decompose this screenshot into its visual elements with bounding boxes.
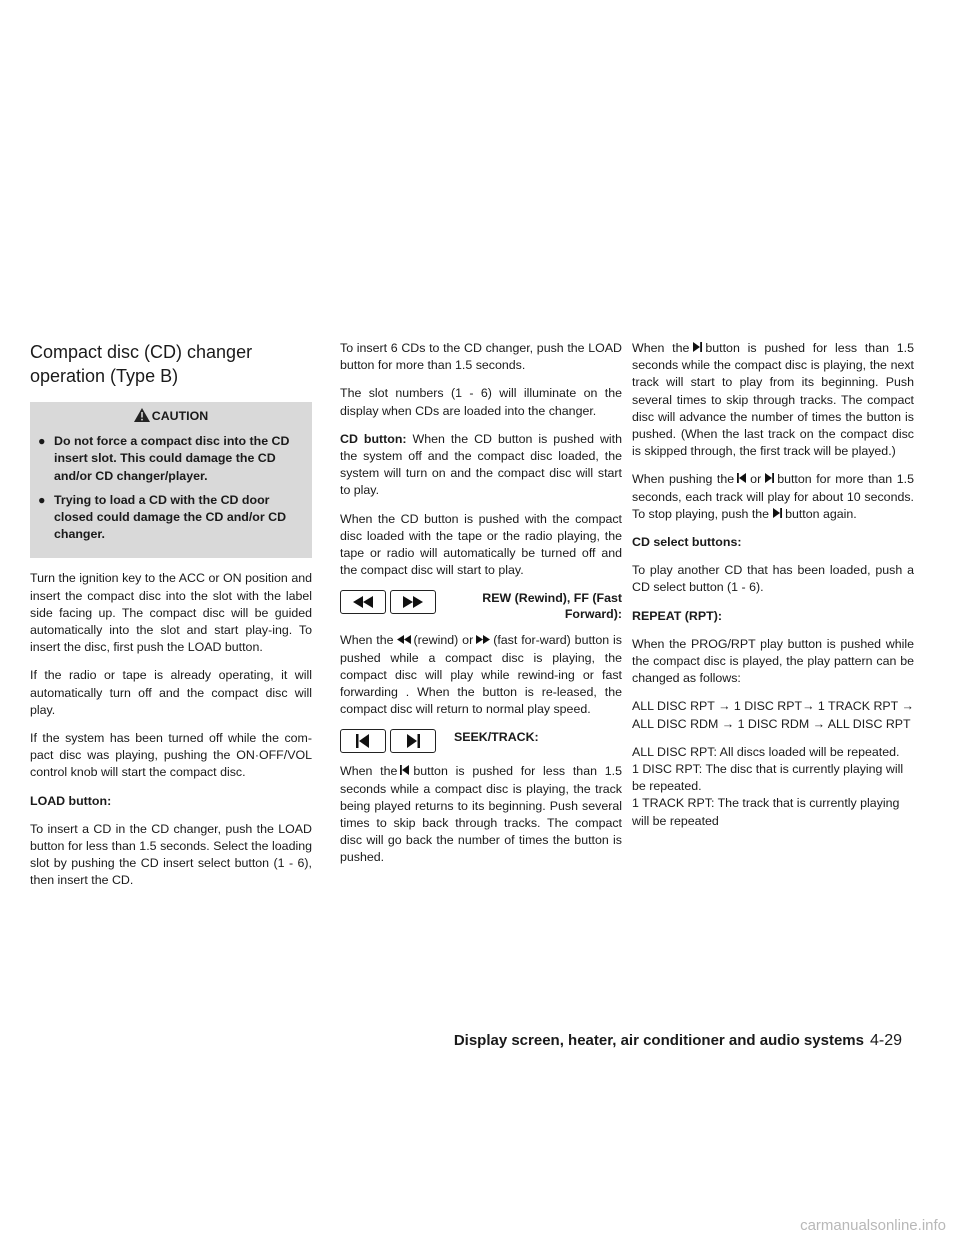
caution-title: CAUTION — [151, 409, 209, 423]
cd-select-heading: CD select buttons: — [632, 535, 742, 550]
seek-track-buttons — [340, 729, 622, 753]
fast-forward-icon — [401, 596, 425, 608]
paragraph: To insert a CD in the CD changer, push the LOAD button for less than 1.5 seconds. Select the loading slot by pushing the CD insert select button (1 - 6), then insert the CD. — [30, 821, 312, 888]
rew-ff-label: REW (Rewind), FF (Fast Forward): — [482, 591, 622, 622]
paragraph: To insert 6 CDs to the CD changer, push the LOAD button for more than 1.5 seconds. — [340, 341, 622, 373]
paragraph — [632, 340, 914, 460]
paragraph: 1 DISC RPT: The disc that is currently playing will be repeated. — [632, 762, 904, 794]
skip-back-icon — [353, 734, 373, 748]
paragraph: To play another CD that has been loaded, push a CD select button (1 - 6). — [632, 563, 914, 595]
section-title: Compact disc (CD) changer operation (Type B) — [30, 342, 253, 386]
page-number: 4-29 — [869, 1032, 902, 1049]
paragraph-text: When pushing the — [632, 472, 735, 487]
caution-box — [30, 402, 312, 558]
paragraph: When the PROG/RPT play button is pushed while the compact disc is played, the play pattern can be changed as follows: — [632, 636, 914, 686]
paragraph: When the CD button is pushed with the compact disc loaded with the tape or the radio playing, the tape or radio will automatically be turned off and the compact disc will start to play. — [340, 511, 622, 578]
caution-item — [38, 433, 304, 485]
caution-header — [38, 408, 304, 425]
skip-forward-icon — [403, 734, 423, 748]
warning-icon — [134, 409, 152, 423]
paragraph-text: When the — [340, 764, 398, 779]
seek-back-button-illustration — [340, 729, 386, 753]
skip-back-icon — [399, 765, 411, 775]
paragraph: Turn the ignition key to the ACC or ON position and insert the compact disc into the slot with the label side facing up. The compact disc will be guided automatically into the slot and start play-ing. To insert the disc, first push the LOAD button. — [30, 571, 312, 655]
skip-forward-icon — [771, 508, 783, 518]
seek-track-label: SEEK/TRACK: — [454, 730, 539, 745]
paragraph: ALL DISC RPT: All discs loaded will be repeated. — [632, 744, 900, 759]
footer-section: Display screen, heater, air conditioner and audio systems — [453, 1032, 864, 1049]
column-1 — [30, 340, 312, 901]
caution-text: Do not force a compact disc into the CD insert slot. This could damage the CD and/or CD changer/player. — [54, 434, 290, 483]
paragraph-text: or — [750, 472, 762, 487]
bullet-icon: ● — [38, 492, 46, 507]
paragraph-text: button again. — [785, 506, 857, 521]
rewind-button-illustration — [340, 590, 386, 614]
fast-forward-button-illustration — [390, 590, 436, 614]
paragraph: 1 TRACK RPT: The track that is currently playing will be repeated — [632, 796, 900, 828]
paragraph-text: When the CD button is pushed with the system off and the compact disc loaded, the system will turn on and the compact disc will start to play. — [340, 431, 622, 498]
bullet-icon: ● — [38, 434, 46, 449]
paragraph — [632, 471, 914, 523]
paragraph-text: (rewind) or — [413, 633, 474, 648]
repeat-heading: REPEAT (RPT): — [632, 608, 722, 623]
caution-text: Trying to load a CD with the CD door closed could damage the CD and/or CD changer. — [54, 492, 287, 542]
seek-forward-button-illustration — [390, 729, 436, 753]
paragraph: The slot numbers (1 - 6) will illuminate on the display when CDs are loaded into the changer. — [340, 386, 622, 418]
paragraph: If the radio or tape is already operating, it will automatically turn off and the compact disc will play. — [30, 668, 312, 717]
watermark: carmanualsonline.info — [800, 1217, 946, 1234]
rewind-icon — [396, 635, 412, 644]
skip-forward-icon — [763, 473, 775, 483]
fast-forward-icon — [475, 635, 491, 644]
paragraph-text: When the — [632, 341, 690, 355]
paragraph: If the system has been turned off while the com-pact disc was playing, pushing the ON·OFF/VOL control knob will start the compact disc. — [30, 731, 312, 780]
skip-forward-icon — [691, 342, 703, 352]
column-2 — [340, 340, 622, 878]
paragraph-text: (fast for-ward) button is pushed while a compact disc is playing, the compact disc will play while rewind-ing or fast forwarding . When the button is re-leased, the compact disc will return to normal play speed. — [340, 633, 622, 717]
page-footer — [454, 1032, 902, 1050]
paragraph — [340, 431, 622, 500]
load-heading: LOAD button: — [30, 793, 112, 808]
rew-ff-buttons — [340, 590, 622, 622]
paragraph-text: button is pushed for less than 1.5 seconds while the compact disc is playing, the next track will start to play from its beginning. Push several times to skip through tracks. The compact disc will advance the number of times the button is pushed. (When the last track on the compact disc is skipped through, the first track will be played.) — [632, 341, 914, 459]
caution-item — [38, 492, 304, 544]
paragraph: ALL DISC RPT → 1 DISC RPT→ 1 TRACK RPT → ALL DISC RDM → 1 DISC RDM → ALL DISC RPT — [632, 699, 914, 731]
column-3 — [632, 340, 914, 830]
cd-heading: CD button: — [340, 431, 407, 446]
rewind-icon — [351, 596, 375, 608]
paragraph-text: button is pushed for less than 1.5 seconds while a compact disc is playing, the track being played returns to its beginning. Push several times to skip back through tracks. The compact disc will go back the number of times the button is pushed. — [340, 764, 622, 865]
skip-back-icon — [736, 473, 748, 483]
paragraph — [340, 632, 622, 718]
paragraph-text: button for more than 1.5 seconds, each track will play for about 10 seconds. To stop playing, push the — [632, 472, 915, 521]
paragraph-text: When the — [340, 633, 394, 648]
paragraph — [340, 763, 622, 866]
